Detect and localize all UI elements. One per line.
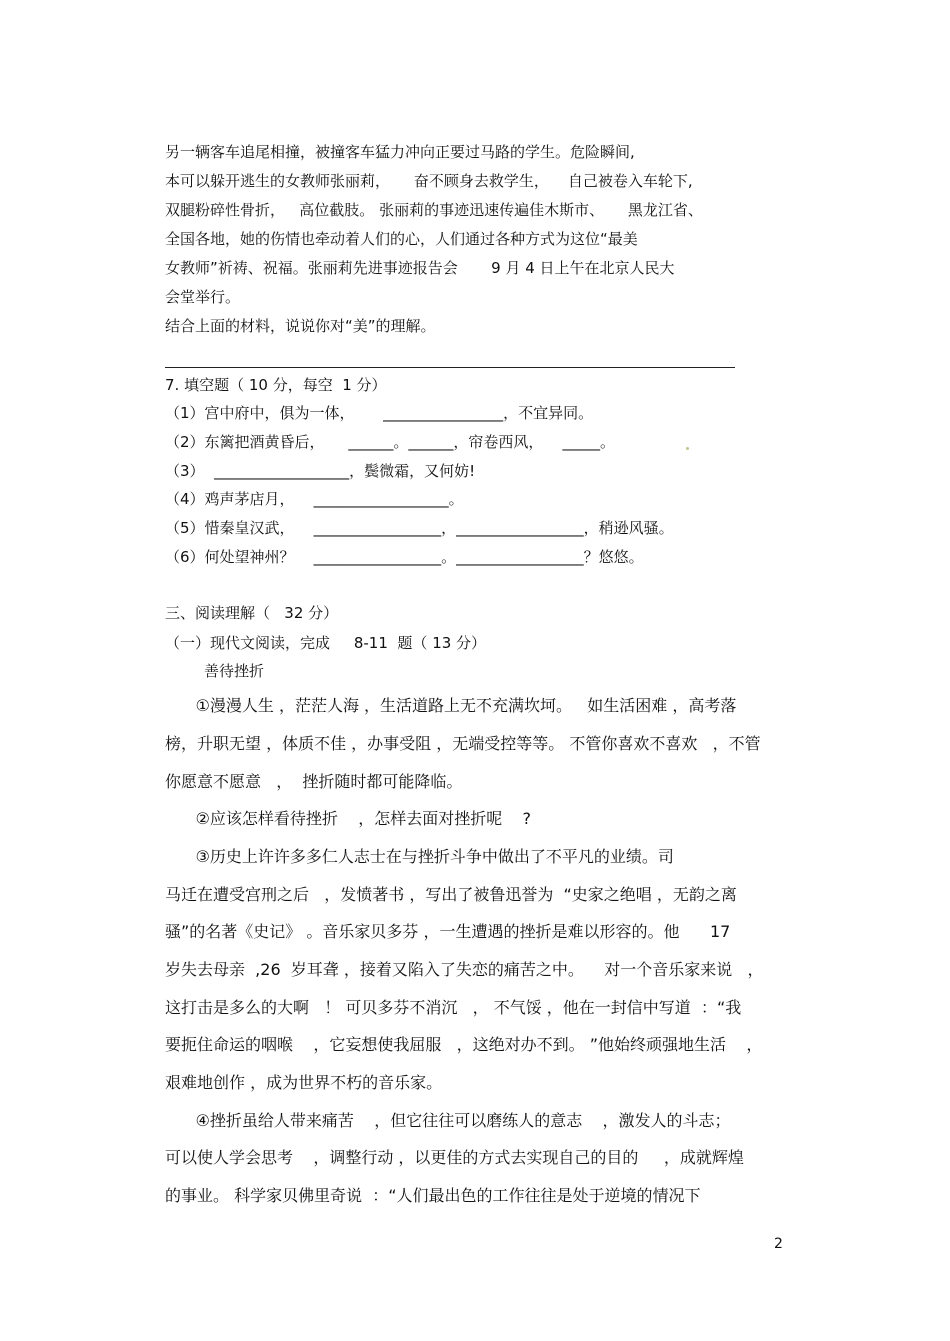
essay-line: 你愿意不愿意 ， 挫折随时都可能降临。 [165,772,463,791]
q7-item: （6）何处望神州？ _________________。_________________？悠悠。 [165,548,644,566]
section3-title: 三、阅读理解（ 32 分） [165,604,339,622]
essay-title: 善待挫折 [204,662,265,680]
q7-item: （2）东篱把酒黄昏后， ______。______，帘卷西风， _____。 [165,433,615,451]
material-prompt: 结合上面的材料，说说你对“美”的理解。 [165,317,436,335]
material-line: 会堂举行。 [165,288,241,306]
page-number: 2 [774,1236,783,1252]
essay-line: 骚”的名著《史记》 。音乐家贝多芬 ，一生遭遇的挫折是难以形容的。他 17 [165,922,731,941]
material-line: 另一辆客车追尾相撞，被撞客车猛力冲向正要过马路的学生。危险瞬间, [165,143,635,161]
essay-line: 可以使人学会思考 ，调整行动 ，以更佳的方式去实现自己的目的 ，成就辉煌 [165,1148,744,1167]
section3-subtitle: （一）现代文阅读，完成 8-11 题（ 13 分） [165,634,487,652]
essay-line: 马迁在遭受宫刑之后 ，发愤著书 ，写出了被鲁迅誉为 “史家之绝唱 ，无韵之离 [165,885,737,904]
material-line: 本可以躲开逃生的女教师张丽莉， 奋不顾身去救学生， 自己被卷入车轮下, [165,172,693,190]
q7-item: （3） __________________，鬓微霜，又何妨! [165,462,476,480]
q7-item: （5）惜秦皇汉武， _________________，_________________，稍逊风骚。 [165,519,674,537]
material-line: 女教师”祈祷、祝福。张丽莉先进事迹报告会 9 月 4 日上午在北京人民大 [165,259,675,277]
q7-item: （1）宫中府中，俱为一体， ________________，不宜异同。 [165,404,594,422]
essay-line: ①漫漫人生 ，茫茫人海 ，生活道路上无不充满坎坷。 如生活困难 ，高考落 [165,696,737,715]
essay-line: 艰难地创作 ，成为世界不朽的音乐家。 [165,1073,443,1092]
stray-dot [686,447,689,450]
material-line: 双腿粉碎性骨折， 高位截肢。 张丽莉的事迹迅速传遍佳木斯市、 黑龙江省、 [165,201,703,219]
essay-line: ④挫折虽给人带来痛苦 ，但它往往可以磨练人的意志 ，激发人的斗志； [165,1111,731,1130]
essay-line: 的事业。 科学家贝佛里奇说 ：“人们最出色的工作往往是处于逆境的情况下 [165,1186,701,1205]
q7-title: 7. 填空题（ 10 分，每空 1 分） [165,376,387,394]
answer-line [165,367,735,368]
essay-line: ③历史上许许多多仁人志士在与挫折斗争中做出了不平凡的业绩。司 [165,847,674,866]
q7-item: （4）鸡声茅店月， __________________。 [165,490,464,508]
essay-line: 岁失去母亲 ,26 岁耳聋 ，接着又陷入了失恋的痛苦之中。 对一个音乐家来说 ， [165,960,764,979]
essay-line: 榜，升职无望 ，体质不佳 ，办事受阻 ，无端受控等等。 不管你喜欢不喜欢 ，不管 [165,734,761,753]
essay-line: ②应该怎样看待挫折 ，怎样去面对挫折呢 ? [165,809,532,828]
essay-line: 这打击是多么的大啊 ！ 可贝多芬不消沉 ， 不气馁 ，他在一封信中写道 ：“我 [165,998,742,1017]
essay-line: 要扼住命运的咽喉 ，它妄想使我屈服 ，这绝对办不到。 ”他始终顽强地生活 ， [165,1035,763,1054]
material-line: 全国各地，她的伤情也牵动着人们的心，人们通过各种方式为这位“最美 [165,230,638,248]
